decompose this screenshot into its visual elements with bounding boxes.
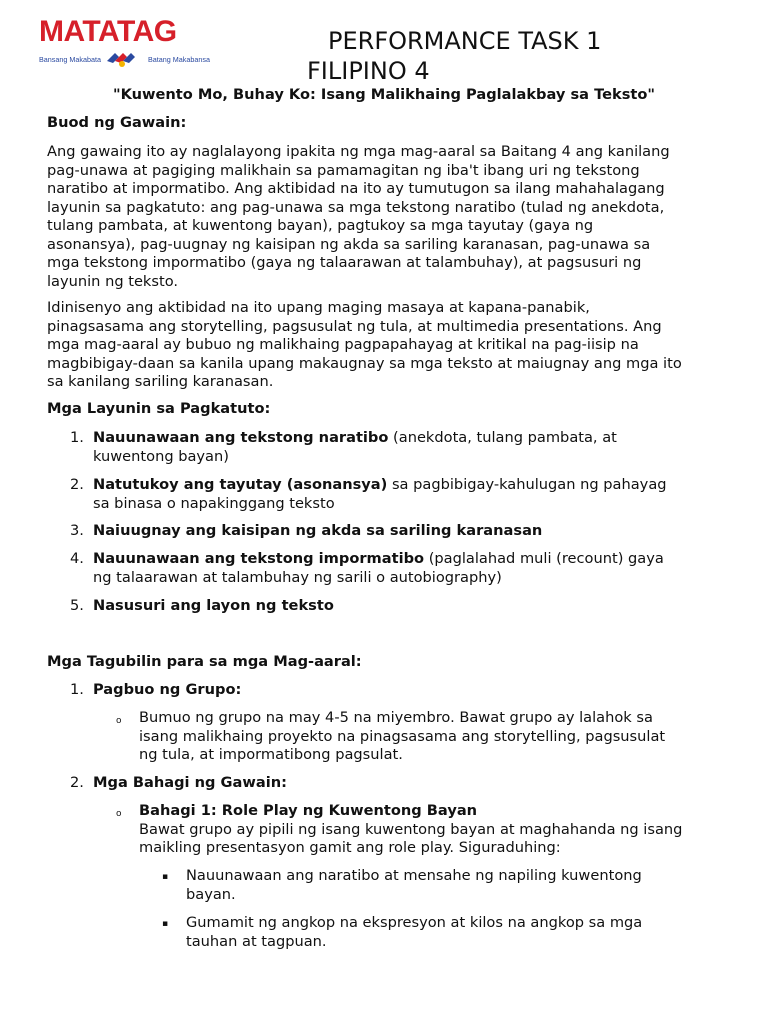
objective-text bbox=[93, 550, 733, 587]
summary-paragraph-1 bbox=[47, 143, 727, 291]
objective-bold: Nauunawaan ang tekstong naratibo bbox=[93, 429, 389, 446]
text-line bbox=[93, 597, 733, 616]
text-line: pinagsasama ang storytelling, pagsusulat ng tula, at multimedia presentations. Ang bbox=[47, 317, 662, 335]
check-text bbox=[186, 914, 706, 951]
text-line: pag-unawa at pagiging malikhain sa pamamagitan ng iba't ibang uri ng tekstong bbox=[47, 161, 640, 179]
text-line: naratibo at impormatibo. Ang aktibidad na ito ay tumutugon sa ilang mahahalagang bbox=[47, 180, 665, 197]
step-title: Mga Bahagi ng Gawain: bbox=[93, 774, 287, 791]
list-number: 4. bbox=[70, 550, 84, 567]
logo-hands-icon bbox=[103, 49, 145, 67]
text-line: maikling presentasyon gamit ang role play. Siguraduhing: bbox=[139, 839, 561, 856]
list-number: 5. bbox=[70, 597, 84, 614]
objective-bold: Naiuugnay ang kaisipan ng akda sa sariling karanasan bbox=[93, 522, 543, 539]
square-bullet-icon: ▪ bbox=[162, 872, 169, 882]
objective-text bbox=[93, 429, 733, 466]
objective-text bbox=[93, 476, 733, 513]
circle-bullet-icon: o bbox=[116, 809, 122, 819]
text-line: Gumamit ng angkop na ekspresyon at kilos na angkop sa mga bbox=[186, 914, 643, 931]
text-line: Idinisenyo ang aktibidad na ito upang maging masaya at kapana-panabik, bbox=[47, 299, 590, 316]
text-line: tulang pambata, at kuwentong bayan), pagtukoy sa mga tayutay (gaya ng bbox=[47, 217, 594, 234]
objectives-heading: Mga Layunin sa Pagkatuto: bbox=[47, 400, 271, 417]
list-number: 1. bbox=[70, 429, 84, 446]
objective-rest: (paglalahad muli (recount) gaya bbox=[424, 550, 664, 567]
text-line: tauhan at tagpuan. bbox=[186, 932, 327, 950]
logo-left-tagline: Bansang Makabata bbox=[39, 55, 101, 64]
text-line: mga mag-aaral ay bubuo ng malikhaing pagpapahayag at kritikal na pag-iisip na bbox=[47, 336, 639, 353]
objective-text bbox=[93, 597, 733, 616]
text-line bbox=[93, 476, 733, 495]
objective-rest: (anekdota, tulang pambata, at bbox=[388, 429, 617, 446]
objective-bold: Nauunawaan ang tekstong impormatibo bbox=[93, 550, 425, 567]
text-line: sa kanilang sariling karanasan. bbox=[47, 373, 274, 390]
list-number: 3. bbox=[70, 522, 84, 539]
text-line: kuwentong bayan) bbox=[93, 447, 229, 465]
square-bullet-icon: ▪ bbox=[162, 919, 169, 929]
step-1-text bbox=[139, 709, 729, 765]
text-line: isang malikhaing proyekto na pinagsasama ang storytelling, pagsusulat bbox=[139, 727, 666, 745]
text-line: layunin sa pagkatuto: ang pag-unawa sa mga tekstong naratibo (tulad ng anekdota, bbox=[47, 198, 665, 216]
text-line: mga tekstong impormatibo (gaya ng talaarawan at talambuhay), at pagsusuri ng bbox=[47, 254, 642, 271]
page-subtitle: "Kuwento Mo, Buhay Ko: Isang Malikhaing Paglalakbay sa Teksto" bbox=[112, 86, 656, 103]
list-number: 2. bbox=[70, 476, 84, 493]
part-title: Bahagi 1: Role Play ng Kuwentong Bayan bbox=[139, 802, 478, 819]
list-number: 1. bbox=[70, 681, 84, 698]
objective-bold: Natutukoy ang tayutay (asonansya) bbox=[93, 476, 388, 493]
text-line: sa binasa o napakinggang teksto bbox=[93, 494, 335, 512]
summary-heading: Buod ng Gawain: bbox=[47, 114, 187, 131]
check-text bbox=[186, 867, 706, 904]
logo-right-tagline: Batang Makabansa bbox=[148, 55, 210, 64]
text-line: Nauunawaan ang naratibo at mensahe ng napiling kuwentong bbox=[186, 867, 642, 884]
list-number: 2. bbox=[70, 774, 84, 791]
page-title-line2: FILIPINO 4 bbox=[307, 57, 430, 85]
part-1-text bbox=[139, 802, 729, 858]
text-line: ng talaarawan at talambuhay ng sarili o autobiography) bbox=[93, 568, 502, 586]
text-line: bayan. bbox=[186, 885, 236, 903]
text-line: Ang gawaing ito ay naglalayong ipakita ng mga mag-aaral sa Baitang 4 ang kanilang bbox=[47, 143, 670, 160]
text-line: layunin ng teksto. bbox=[47, 272, 179, 290]
objective-text bbox=[93, 522, 733, 541]
summary-paragraph-2 bbox=[47, 299, 727, 392]
text-line: Bawat grupo ay pipili ng isang kuwentong bayan at maghahanda ng isang bbox=[139, 820, 683, 838]
objective-rest: sa pagbibigay-kahulugan ng pahayag bbox=[387, 476, 667, 493]
page-title-line1: PERFORMANCE TASK 1 bbox=[328, 27, 602, 55]
objective-bold: Nasusuri ang layon ng teksto bbox=[93, 597, 334, 614]
text-line: ng tula, at impormatibong pagsulat. bbox=[139, 746, 403, 763]
text-line: magbibigay-daan sa kanila upang makaugnay sa mga teksto at maiugnay ang mga ito bbox=[47, 354, 682, 372]
instructions-heading: Mga Tagubilin para sa mga Mag-aaral: bbox=[47, 653, 362, 670]
text-line bbox=[93, 550, 733, 569]
text-line: asonansya), pag-uugnay ng kaisipan ng akda sa sariling karanasan, pag-unawa sa bbox=[47, 235, 651, 253]
circle-bullet-icon: o bbox=[116, 716, 122, 726]
text-line bbox=[93, 522, 733, 541]
matatag-logo bbox=[39, 15, 210, 68]
text-line bbox=[93, 429, 733, 448]
text-line: Bumuo ng grupo na may 4-5 na miyembro. Bawat grupo ay lalahok sa bbox=[139, 709, 653, 726]
step-title: Pagbuo ng Grupo: bbox=[93, 681, 242, 698]
logo-wordmark: MATATAG bbox=[39, 15, 177, 48]
